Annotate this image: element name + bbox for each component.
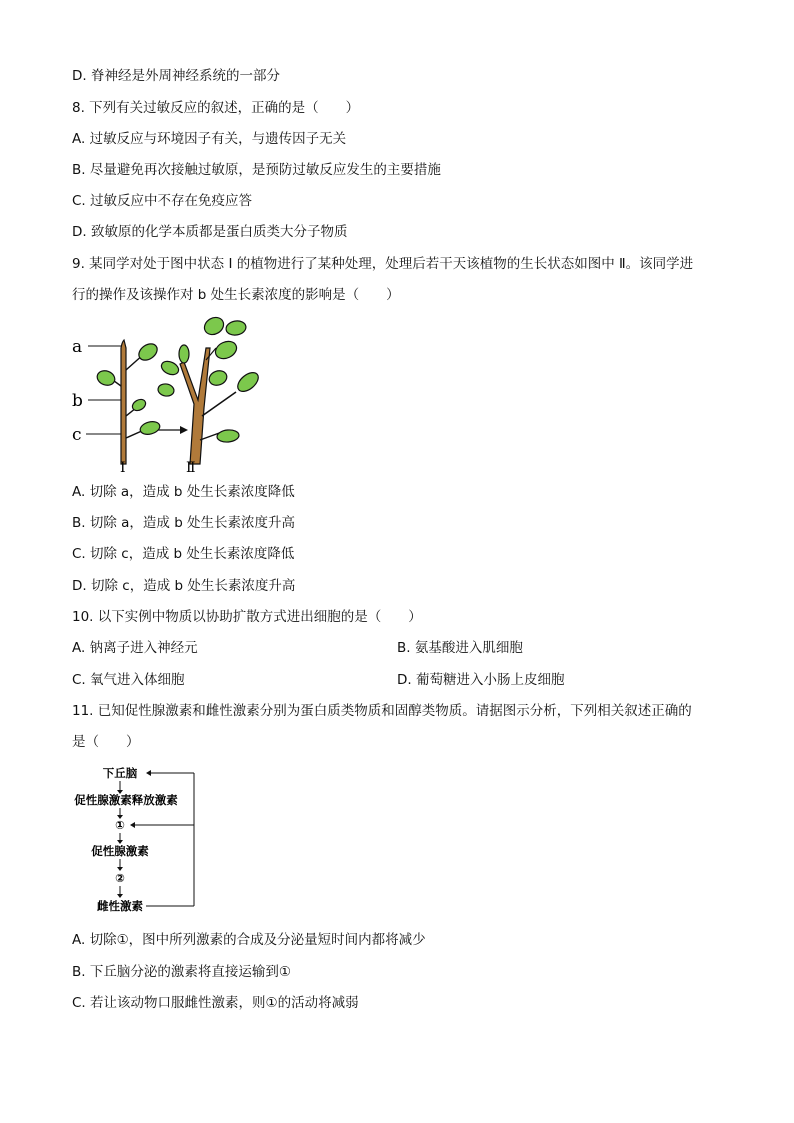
node-estrogen: 雌性激素 xyxy=(97,899,143,913)
node-gnrh: 促性腺激素释放激素 xyxy=(74,793,178,807)
q8-option-c: C. 过敏反应中不存在免疫应答 xyxy=(72,193,253,209)
plant-figure xyxy=(66,308,266,476)
label-state-2: Ⅱ xyxy=(186,460,196,476)
node-gonadotropin: 促性腺激素 xyxy=(91,844,149,858)
q10-option-c: C. 氧气进入体细胞 xyxy=(72,672,185,688)
label-c: c xyxy=(72,425,82,445)
node-circle-2: ② xyxy=(115,871,125,885)
q11-stem-line1: 11. 已知促性腺激素和雌性激素分别为蛋白质类物质和固醇类物质。请据图示分析，下列相关叙述正确的 xyxy=(72,703,692,719)
q11-option-c: C. 若让该动物口服雌性激素，则①的活动将减弱 xyxy=(72,995,359,1011)
q9-stem-line1: 9. 某同学对处于图中状态 I 的植物进行了某种处理，处理后若干天该植物的生长状态如图中 Ⅱ。该同学进 xyxy=(72,256,694,272)
q10-stem: 10. 以下实例中物质以协助扩散方式进出细胞的是（ ） xyxy=(72,609,422,625)
q9-option-d: D. 切除 c，造成 b 处生长素浓度升高 xyxy=(72,578,296,594)
q8-stem: 8. 下列有关过敏反应的叙述，正确的是（ ） xyxy=(72,100,360,116)
q10-option-d: D. 葡萄糖进入小肠上皮细胞 xyxy=(397,672,565,688)
q7-option-d: D. 脊神经是外周神经系统的一部分 xyxy=(72,68,280,84)
node-circle-1: ① xyxy=(115,818,125,832)
q9-stem-line2: 行的操作及该操作对 b 处生长素浓度的影响是（ ） xyxy=(72,287,400,303)
q10-option-a: A. 钠离子进入神经元 xyxy=(72,640,198,656)
q8-option-d: D. 致敏原的化学本质都是蛋白质类大分子物质 xyxy=(72,224,348,240)
label-state-1: I xyxy=(120,460,126,476)
q11-stem-line2: 是（ ） xyxy=(72,734,140,750)
hormone-flow-diagram xyxy=(70,764,206,916)
label-b: b xyxy=(72,391,83,411)
label-a: a xyxy=(72,337,83,357)
q9-option-a: A. 切除 a，造成 b 处生长素浓度降低 xyxy=(72,484,295,500)
q8-option-a: A. 过敏反应与环境因子有关，与遗传因子无关 xyxy=(72,131,347,147)
q9-option-b: B. 切除 a，造成 b 处生长素浓度升高 xyxy=(72,515,296,531)
q8-option-b: B. 尽量避免再次接触过敏原，是预防过敏反应发生的主要措施 xyxy=(72,162,441,178)
q10-option-b: B. 氨基酸进入肌细胞 xyxy=(397,640,523,656)
node-hypothalamus: 下丘脑 xyxy=(102,766,138,780)
q9-option-c: C. 切除 c，造成 b 处生长素浓度降低 xyxy=(72,546,295,562)
q11-option-a: A. 切除①，图中所列激素的合成及分泌量短时间内都将减少 xyxy=(72,932,426,948)
q11-option-b: B. 下丘脑分泌的激素将直接运输到① xyxy=(72,964,291,980)
